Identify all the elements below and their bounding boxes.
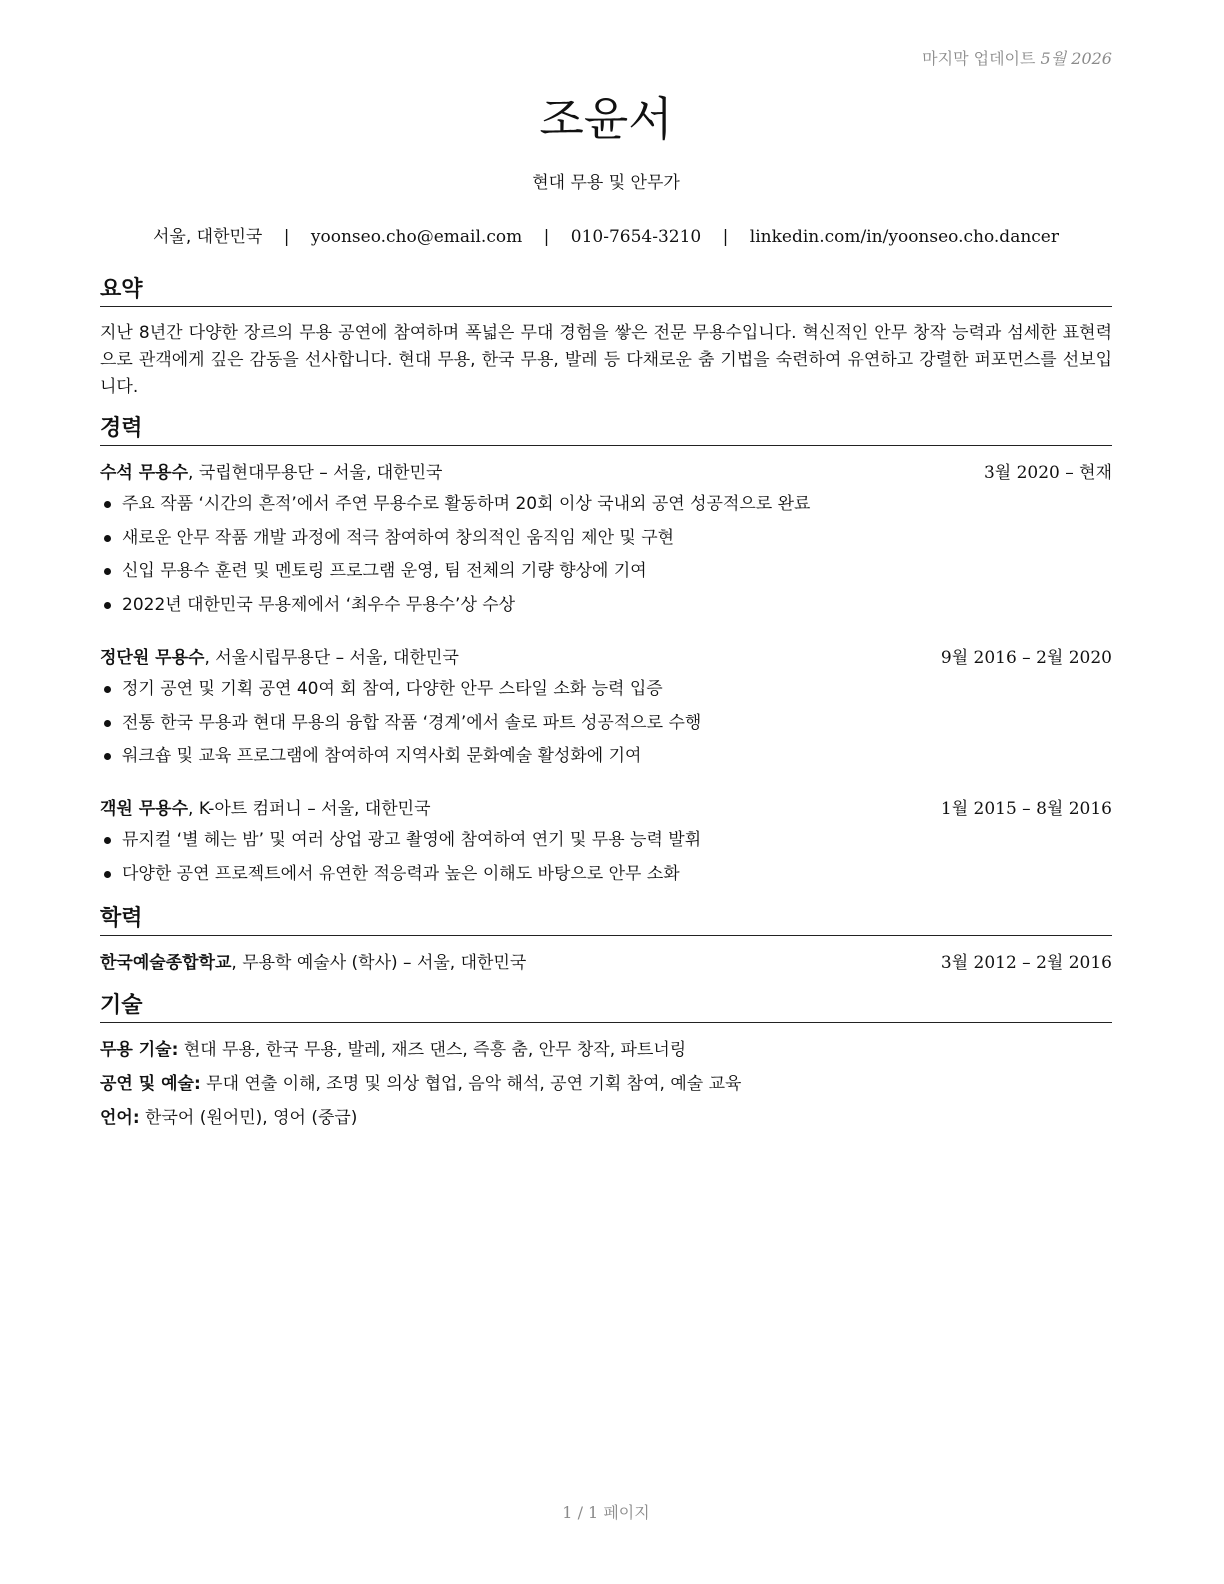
skill-text: 현대 무용, 한국 무용, 발레, 재즈 댄스, 즉흥 춤, 안무 창작, 파트너링 bbox=[178, 1040, 687, 1060]
job-dates: 9월 2016 – 2월 2020 bbox=[940, 648, 1112, 668]
list-item: 정기 공연 및 기획 공연 40여 회 참여, 다양한 안무 스타일 소화 능력 입증 bbox=[100, 676, 1112, 710]
job-bullet-list bbox=[100, 491, 1112, 625]
education-dates: 3월 2012 – 2월 2016 bbox=[940, 953, 1112, 973]
job-organization: , K-아트 컴퍼니 – 서울, 대한민국 bbox=[188, 799, 431, 819]
contact-linkedin-link[interactable]: linkedin.com/in/yoonseo.cho.dancer bbox=[749, 227, 1059, 247]
candidate-headline: 현대 무용 및 안무가 bbox=[532, 173, 680, 193]
skills-section-title: 기술 bbox=[100, 992, 1112, 1023]
list-item: 신입 무용수 훈련 및 멘토링 프로그램 운영, 팀 전체의 기량 향상에 기여 bbox=[100, 558, 1112, 592]
list-item: 워크숍 및 교육 프로그램에 참여하여 지역사회 문화예술 활성화에 기여 bbox=[100, 743, 1112, 777]
contact-location: 서울, 대한민국 bbox=[153, 227, 263, 247]
last-updated-date: 5월 2026 bbox=[1040, 49, 1112, 68]
list-item: 뮤지컬 ‘별 헤는 밤’ 및 여러 상업 광고 촬영에 참여하여 연기 및 무용 능력 발휘 bbox=[100, 827, 1112, 861]
summary-text: 지난 8년간 다양한 장르의 무용 공연에 참여하며 폭넓은 무대 경험을 쌓은 전문 무용수입니다. 혁신적인 안무 창작 능력과 섬세한 표현력으로 관객에게 깊은 감동을 선사합니다. 현대 무용, 한국 무용, 발레 등 다채로운 춤 기법을 숙련하여 유연하고 강렬한 퍼포먼스를 선보입니다. bbox=[100, 323, 1112, 397]
contact-email-link[interactable]: yoonseo.cho@email.com bbox=[310, 227, 523, 247]
contact-separator: | bbox=[543, 227, 550, 247]
degree-detail: , 무용학 예술사 (학사) – 서울, 대한민국 bbox=[231, 953, 527, 973]
last-updated bbox=[922, 46, 1112, 69]
skill-line bbox=[100, 1037, 1112, 1063]
job-entry-header bbox=[100, 796, 1112, 822]
bullet-icon bbox=[104, 720, 111, 727]
bullet-icon bbox=[104, 568, 111, 575]
job-bullet-list bbox=[100, 676, 1112, 777]
bullet-icon bbox=[104, 501, 111, 508]
experience-section-title: 경력 bbox=[100, 415, 1112, 446]
page-indicator bbox=[100, 1500, 1112, 1523]
bullet-icon bbox=[104, 686, 111, 693]
list-item: 다양한 공연 프로젝트에서 유연한 적응력과 높은 이해도 바탕으로 안무 소화 bbox=[100, 861, 1112, 895]
job-role: 수석 무용수 bbox=[100, 463, 189, 483]
job-entry-header bbox=[100, 460, 1112, 486]
list-item: 전통 한국 무용과 현대 무용의 융합 작품 ‘경계’에서 솔로 파트 성공적으로 수행 bbox=[100, 710, 1112, 744]
contact-phone[interactable]: 010-7654-3210 bbox=[570, 227, 702, 247]
bullet-icon bbox=[104, 602, 111, 609]
last-updated-label: 마지막 업데이트 bbox=[922, 49, 1036, 68]
job-role: 정단원 무용수 bbox=[100, 648, 205, 668]
skill-text: 무대 연출 이해, 조명 및 의상 협업, 음악 해석, 공연 기획 참여, 예술 교육 bbox=[200, 1074, 742, 1094]
list-item: 주요 작품 ‘시간의 흔적’에서 주연 무용수로 활동하며 20회 이상 국내외 공연 성공적으로 완료 bbox=[100, 491, 1112, 525]
contact-line bbox=[100, 224, 1112, 250]
education-entry-header bbox=[100, 950, 1112, 976]
job-organization: , 서울시립무용단 – 서울, 대한민국 bbox=[204, 648, 459, 668]
skill-label: 언어: bbox=[100, 1108, 140, 1128]
school-name: 한국예술종합학교 bbox=[100, 953, 232, 973]
bullet-icon bbox=[104, 535, 111, 542]
contact-separator: | bbox=[722, 227, 729, 247]
education-section-title: 학력 bbox=[100, 905, 1112, 936]
job-bullet-list bbox=[100, 827, 1112, 894]
skill-label: 공연 및 예술: bbox=[100, 1074, 201, 1094]
job-role: 객원 무용수 bbox=[100, 799, 189, 819]
job-dates: 1월 2015 – 8월 2016 bbox=[940, 799, 1112, 819]
list-item: 새로운 안무 작품 개발 과정에 적극 참여하여 창의적인 움직임 제안 및 구현 bbox=[100, 525, 1112, 559]
skill-line bbox=[100, 1071, 1112, 1097]
bullet-icon bbox=[104, 837, 111, 844]
skill-text: 한국어 (원어민), 영어 (중급) bbox=[139, 1108, 358, 1128]
skill-label: 무용 기술: bbox=[100, 1040, 179, 1060]
bullet-icon bbox=[104, 871, 111, 878]
list-item: 2022년 대한민국 무용제에서 ‘최우수 무용수’상 수상 bbox=[100, 592, 1112, 626]
candidate-name: 조윤서 bbox=[539, 92, 673, 146]
job-dates: 3월 2020 – 현재 bbox=[983, 463, 1112, 483]
page-number: 1 / 1 bbox=[562, 1503, 599, 1522]
resume-page bbox=[100, 0, 1112, 1584]
job-entry-header bbox=[100, 645, 1112, 671]
summary-section-title: 요약 bbox=[100, 276, 1112, 307]
page-word: 페이지 bbox=[603, 1503, 650, 1522]
contact-separator: | bbox=[283, 227, 290, 247]
bullet-icon bbox=[104, 753, 111, 760]
skill-line bbox=[100, 1105, 1112, 1131]
job-organization: , 국립현대무용단 – 서울, 대한민국 bbox=[188, 463, 443, 483]
